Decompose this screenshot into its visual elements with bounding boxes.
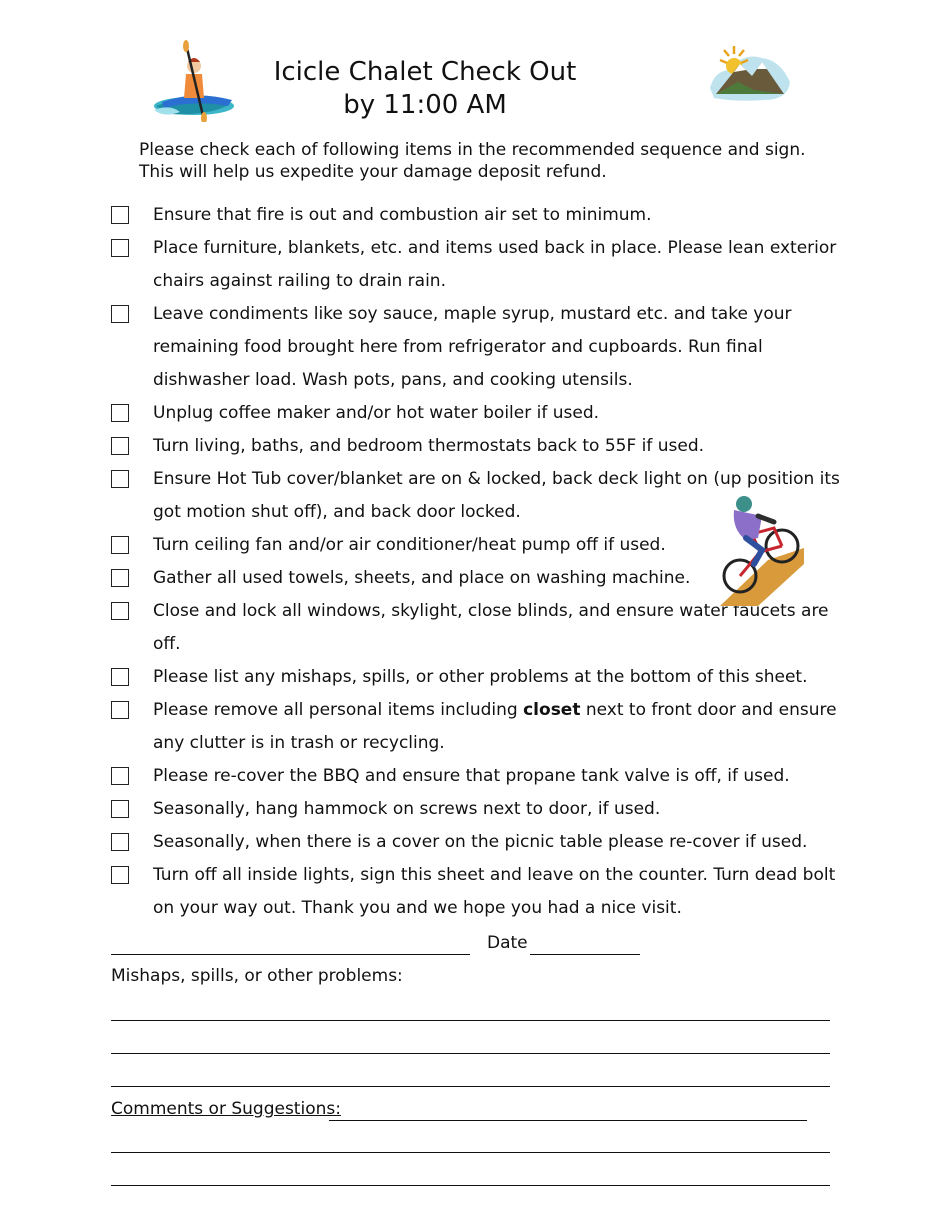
checkbox[interactable] xyxy=(111,239,129,257)
checklist-item xyxy=(111,793,841,826)
checklist-item-label: Turn off all inside lights, sign this sheet and leave on the counter. Turn dead bolt on your way out. Thank you and we hope you had a nice visit. xyxy=(153,865,836,918)
checkbox[interactable] xyxy=(111,536,129,554)
checklist-item-label: Turn living, baths, and bedroom thermostats back to 55F if used. xyxy=(153,436,705,456)
checkbox[interactable] xyxy=(111,866,129,884)
checklist-item xyxy=(111,430,841,463)
comments-line[interactable] xyxy=(111,1152,830,1153)
checkbox[interactable] xyxy=(111,470,129,488)
checkbox[interactable] xyxy=(111,701,129,719)
checkbox[interactable] xyxy=(111,800,129,818)
date-line[interactable] xyxy=(530,954,640,955)
checklist-item xyxy=(111,661,841,694)
checklist-item-label: Ensure that fire is out and combustion air set to minimum. xyxy=(153,205,652,225)
page-title: Icicle Chalet Check Out xyxy=(273,57,577,87)
checklist-item xyxy=(111,859,841,925)
mishaps-label: Mishaps, spills, or other problems: xyxy=(111,966,403,986)
checkbox[interactable] xyxy=(111,206,129,224)
mountain-biker-icon xyxy=(718,494,804,606)
checkbox[interactable] xyxy=(111,668,129,686)
checkbox[interactable] xyxy=(111,437,129,455)
checkbox[interactable] xyxy=(111,767,129,785)
date-label: Date xyxy=(487,933,528,953)
checklist-item-label: Turn ceiling fan and/or air conditioner/heat pump off if used. xyxy=(153,535,666,555)
mountain-sun-icon xyxy=(704,42,794,104)
comments-line[interactable] xyxy=(111,1185,830,1186)
emphasis-closet: closet xyxy=(523,700,581,720)
page-subtitle: by 11:00 AM xyxy=(343,90,507,120)
checklist-item-label: Please list any mishaps, spills, or other problems at the bottom of this sheet. xyxy=(153,667,808,687)
checklist-item-label: Gather all used towels, sheets, and place on washing machine. xyxy=(153,568,691,588)
checklist-item-label: Please re-cover the BBQ and ensure that propane tank valve is off, if used. xyxy=(153,766,790,786)
checklist-item-label: Seasonally, when there is a cover on the picnic table please re-cover if used. xyxy=(153,832,808,852)
checklist-item xyxy=(111,760,841,793)
checklist-item-label: Close and lock all windows, skylight, close blinds, and ensure water faucets are off. xyxy=(153,601,829,654)
checklist-item-label: Place furniture, blankets, etc. and items used back in place. Please lean exterior chairs against railing to drain rain. xyxy=(153,238,837,291)
checklist-item xyxy=(111,199,841,232)
checkbox[interactable] xyxy=(111,833,129,851)
checklist-item-label: Seasonally, hang hammock on screws next to door, if used. xyxy=(153,799,661,819)
checklist-item xyxy=(111,397,841,430)
comments-label: Comments or Suggestions: xyxy=(111,1099,341,1119)
checklist-item xyxy=(111,694,841,760)
checkbox[interactable] xyxy=(111,305,129,323)
checklist-item-label: Leave condiments like soy sauce, maple syrup, mustard etc. and take your remaining food brought here from refrigerator and cupboards. Run final dishwasher load. Wash pots, pans, and cooking utensils. xyxy=(153,304,792,390)
checklist-item-label: Please remove all personal items including closet next to front door and ensure any clutter is in trash or recycling. xyxy=(153,700,837,753)
mishaps-line[interactable] xyxy=(111,1053,830,1054)
checkbox[interactable] xyxy=(111,404,129,422)
signature-line[interactable] xyxy=(111,954,470,955)
checklist-item xyxy=(111,298,841,397)
checkbox[interactable] xyxy=(111,602,129,620)
comments-line[interactable] xyxy=(329,1120,807,1121)
instructions-text: Please check each of following items in the recommended sequence and sign. This will help us expedite your damage deposit refund. xyxy=(139,140,806,182)
checkbox[interactable] xyxy=(111,569,129,587)
mishaps-line[interactable] xyxy=(111,1020,830,1021)
kayaker-icon xyxy=(150,40,238,122)
mishaps-line[interactable] xyxy=(111,1086,830,1087)
checklist-item xyxy=(111,826,841,859)
checklist-item-label: Ensure Hot Tub cover/blanket are on & locked, back deck light on (up position its got motion shut off), and back door locked. xyxy=(153,469,840,522)
checklist-item-label: Unplug coffee maker and/or hot water boiler if used. xyxy=(153,403,600,423)
checklist-item xyxy=(111,232,841,298)
